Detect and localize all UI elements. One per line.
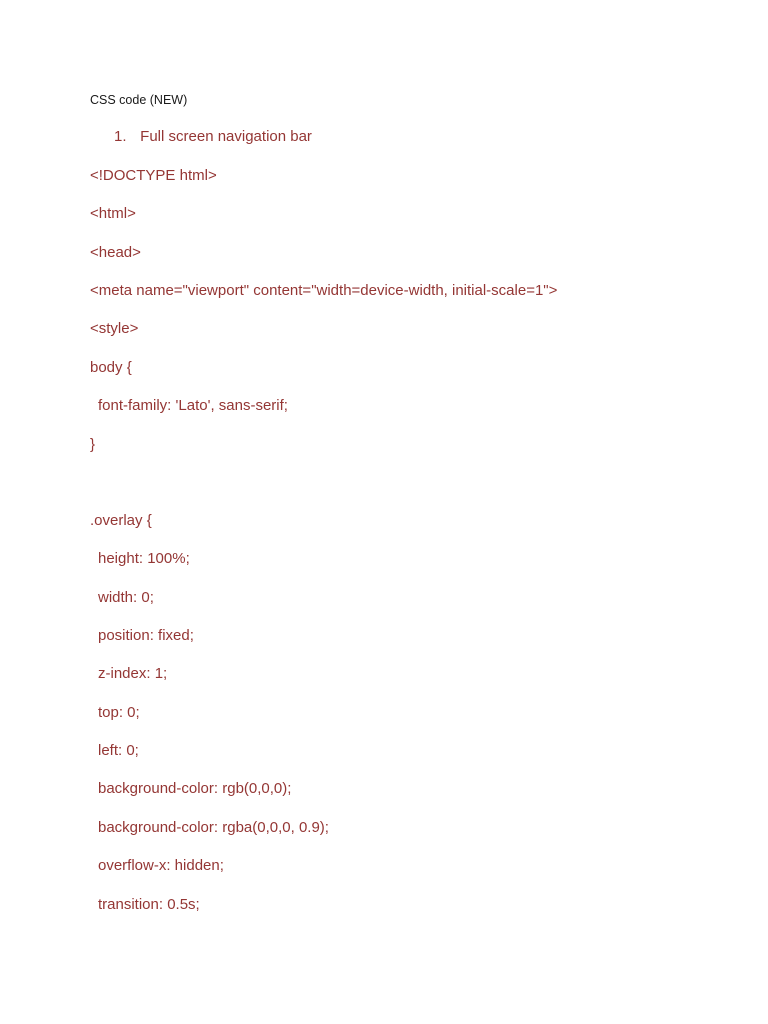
code-line: <meta name="viewport" content="width=device-width, initial-scale=1"> <box>90 282 558 299</box>
code-line: } <box>90 436 96 453</box>
code-line: z-index: 1; <box>98 665 168 682</box>
code-line: font-family: 'Lato', sans-serif; <box>98 397 288 414</box>
code-line: .overlay { <box>90 512 152 529</box>
list-item-number: 1. <box>114 128 127 145</box>
code-line: width: 0; <box>98 589 154 606</box>
list-item-text: Full screen navigation bar <box>140 128 312 145</box>
code-line: <html> <box>90 205 136 222</box>
code-line: left: 0; <box>98 742 139 759</box>
code-line: overflow-x: hidden; <box>98 857 224 874</box>
code-line: background-color: rgba(0,0,0, 0.9); <box>98 819 329 836</box>
code-line: transition: 0.5s; <box>98 896 200 913</box>
numbered-list-item <box>114 128 312 145</box>
code-line: <!DOCTYPE html> <box>90 167 217 184</box>
document-heading: CSS code (NEW) <box>90 93 188 107</box>
code-line: top: 0; <box>98 704 140 721</box>
code-line: body { <box>90 359 132 376</box>
code-line: background-color: rgb(0,0,0); <box>98 780 292 797</box>
code-line: height: 100%; <box>98 550 190 567</box>
code-line: position: fixed; <box>98 627 194 644</box>
code-line: <head> <box>90 244 141 261</box>
code-line: <style> <box>90 320 139 337</box>
